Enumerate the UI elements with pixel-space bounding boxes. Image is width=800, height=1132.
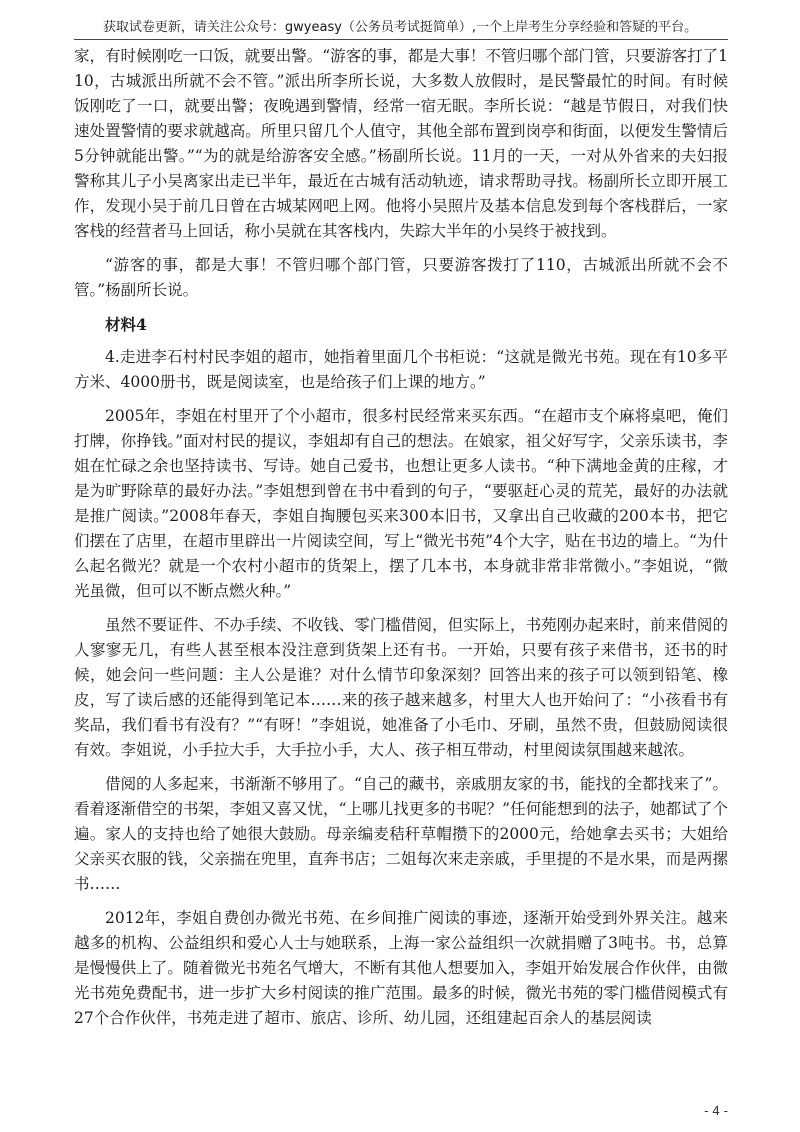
paragraph: 家，有时候刚吃一口饭，就要出警。“游客的事，都是大事！不管归哪个部门管，只要游客打了110，古城派出所就不会不管。”派出所李所长说，大多数人放假时，是民警最忙的时间。有时候饭刚吃了一口，就要出警；夜晚遇到警情，经常一宿无眠。李所长说：“越是节假日，对我们快速处置警情的要求就越高。所里只留几个人值守，其他全部布置到岗亭和街面，以便发生警情后5分钟就能出警。”“为的就是给游客安全感。”杨副所长说。11月的一天，一对从外省来的夫妇报警称其儿子小吴离家出走已半年，最近在古城有活动轨迹，请求帮助寻找。杨副所长立即开展工作，发现小吴于前几日曾在古城某网吧上网。他将小吴照片及基本信息发到每个客栈群后，一家客栈的经营者马上回话，称小吴就在其客栈内，失踪大半年的小吴终于被找到。 [74, 47, 728, 240]
page-number: - 4 - [704, 1104, 728, 1118]
paragraph: “游客的事，都是大事！不管归哪个部门管，只要游客拨打了110，古城派出所就不会不管。”杨副所长说。 [74, 256, 728, 299]
paragraph: 2005年，李姐在村里开了个小超市，很多村民经常来买东西。“在超市支个麻将桌吧，俺们打牌，你挣钱。”面对村民的提议，李姐却有自己的想法。在娘家，祖父好写字，父亲乐读书，李姐在忙碌之余也坚持读书、写诗。她自己爱书，也想让更多人读书。“种下满地金黄的庄稼，才是为旷野除草的最好办法。”李姐想到曾在书中看到的句子，“要驱赶心灵的荒芜，最好的办法就是推广阅读。”2008年春天，李姐自掏腰包买来300本旧书，又拿出自己收藏的200本书，把它们摆在了店里，在超市里辟出一片阅读空间，写上“微光书苑”4个大字，贴在书边的墙上。“为什么起名微光？就是一个农村小超市的货架上，摆了几本书，本身就非常非常微小。”李姐说，“微光虽微，但可以不断点燃火种。” [74, 407, 728, 600]
paragraph: 虽然不要证件、不办手续、不收钱、零门槛借阅，但实际上，书苑刚办起来时，前来借阅的人寥寥无几，有些人甚至根本没注意到货架上还有书。一开始，只要有孩子来借书，还书的时候，她会问一些问题：主人公是谁？对什么情节印象深刻？回答出来的孩子可以领到铅笔、橡皮，写了读后感的还能得到笔记本……来的孩子越来越多，村里大人也开始问了：“小孩看书有奖品，我们看书有没有？”“有呀！”李姐说，她准备了小毛巾、牙刷，虽然不贵，但鼓励阅读很有效。李姐说，小手拉大手，大手拉小手，大人、孩子相互带动，村里阅读氛围越来越浓。 [74, 616, 728, 759]
section-heading: 材料4 [105, 315, 147, 334]
paragraph: 2012年，李姐自费创办微光书苑、在乡间推广阅读的事迹，逐渐开始受到外界关注。越来越多的机构、公益组织和爱心人士与她联系，上海一家公益组织一次就捐赠了3吨书。书，总算是慢慢供上了。随着微光书苑名气增大，不断有其他人想要加入，李姐开始发展合作伙伴，由微光书苑免费配书，进一步扩大乡村阅读的推广范围。最多的时候，微光书苑的零门槛借阅模式有27个合作伙伴，书苑走进了超市、旅店、诊所、幼儿园，还组建起百余人的基层阅读 [74, 909, 728, 1027]
paragraph: 借阅的人多起来，书渐渐不够用了。“自己的藏书，亲戚朋友家的书，能找的全都找来了”。看着逐渐借空的书架，李姐又喜又忧，“上哪儿找更多的书呢？”任何能想到的法子，她都试了个遍。家人的支持也给了她很大鼓励。母亲编麦秸秆草帽攒下的2000元，给她拿去买书；大姐给父亲买衣服的钱，父亲揣在兜里，直奔书店；二姐每次来走亲戚，手里提的不是水果，而是两摞书…… [74, 775, 728, 893]
paragraph: 4.走进李石村村民李姐的超市，她指着里面几个书柜说：“这就是微光书苑。现在有10多平方米、4000册书，既是阅读室，也是给孩子们上课的地方。” [74, 348, 728, 391]
document-body [74, 44, 728, 1040]
header-notice: 获取试卷更新，请关注公众号：gwyeasy（公务员考试挺简单）,一个上岸考生分享经验和答疑的平台。 [102, 20, 698, 35]
header-divider [74, 39, 728, 40]
